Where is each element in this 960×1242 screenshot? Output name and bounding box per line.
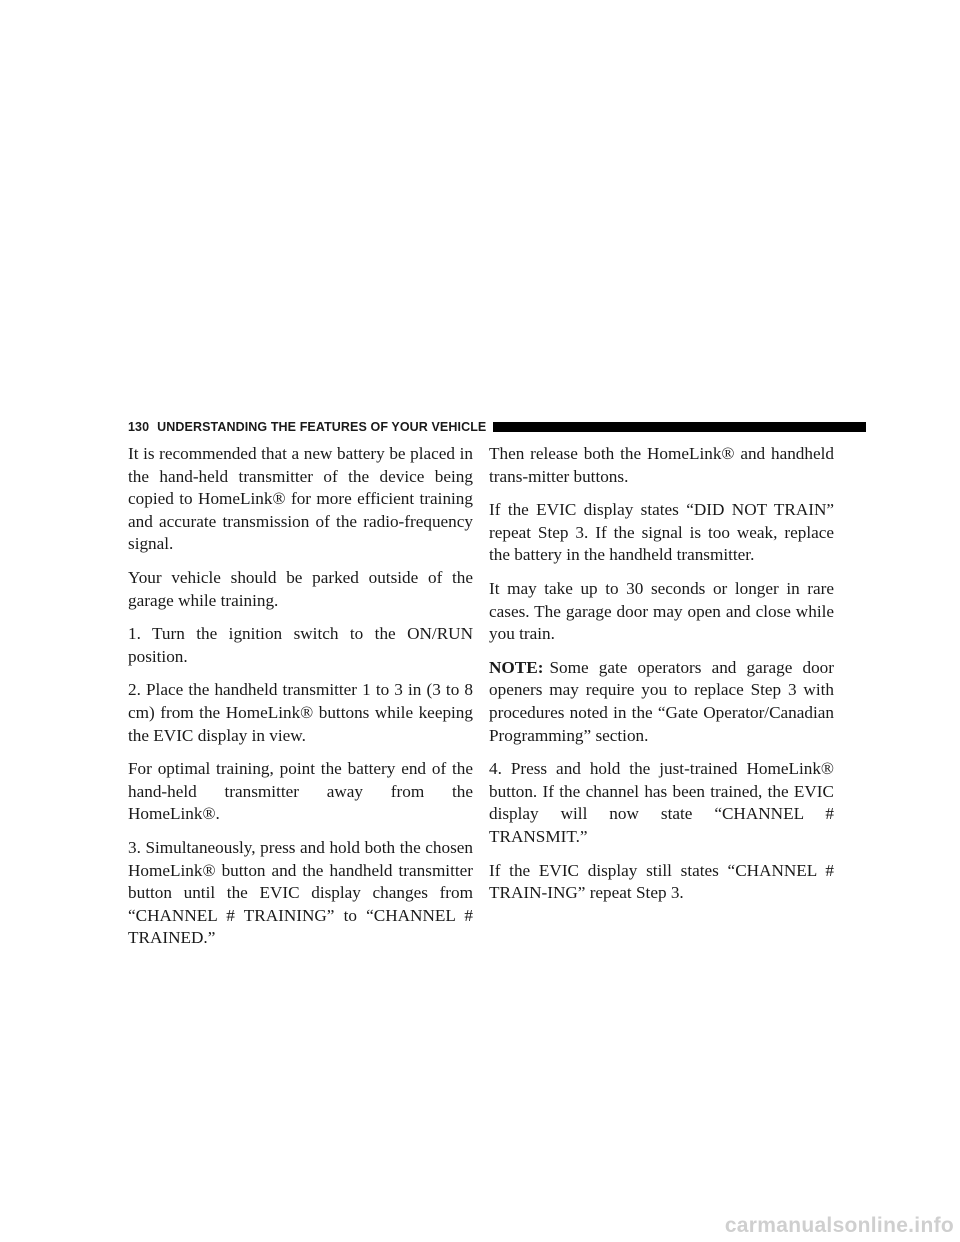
page-header [128, 418, 866, 435]
watermark: carmanualsonline.info [724, 1214, 954, 1237]
note [489, 657, 834, 747]
paragraph-did-not-train: If the EVIC display states “DID NOT TRAIN” repeat Step 3. If the signal is too weak, replace the battery in the handheld transmitter. [489, 500, 834, 565]
paragraph-park-outside: Your vehicle should be parked outside of the garage while training. [128, 567, 473, 610]
step-1: 1. Turn the ignition switch to the ON/RUN position. [128, 624, 473, 666]
note-label: NOTE: [489, 657, 544, 677]
paragraph-repeat-step-3: If the EVIC display still states “CHANNEL # TRAIN-ING” repeat Step 3. [489, 860, 834, 903]
note-text: Some gate operators and garage door openers may require you to replace Step 3 with procedures noted in the “Gate Operator/Canadian Programming” section. [489, 657, 834, 745]
section-title: UNDERSTANDING THE FEATURES OF YOUR VEHICLE [157, 419, 487, 434]
step-3: 3. Simultaneously, press and hold both the chosen HomeLink® button and the handheld transmitter button until the EVIC display changes from “CHANNEL # TRAINING” to “CHANNEL # TRAINED.” [128, 837, 473, 948]
paragraph-optimal-training: For optimal training, point the battery end of the hand-held transmitter away from the HomeLink®. [128, 759, 473, 824]
paragraph-battery-recommendation: It is recommended that a new battery be placed in the hand-held transmitter of the device being copied to HomeLink® for more efficient training and accurate transmission of the radio-frequency signal. [128, 444, 473, 554]
step-2: 2. Place the handheld transmitter 1 to 3 in (3 to 8 cm) from the HomeLink® buttons while keeping the EVIC display in view. [128, 680, 473, 745]
left-column [128, 443, 473, 961]
page-number: 130 [128, 419, 150, 434]
paragraph-release-buttons: Then release both the HomeLink® and handheld trans-mitter buttons. [489, 444, 834, 486]
right-column [489, 443, 834, 916]
header-rule [493, 422, 866, 432]
paragraph-timing: It may take up to 30 seconds or longer in rare cases. The garage door may open and close while you train. [489, 578, 834, 644]
step-4: 4. Press and hold the just-trained HomeLink® button. If the channel has been trained, the EVIC display will now state “CHANNEL # TRANSMIT.” [489, 759, 834, 846]
